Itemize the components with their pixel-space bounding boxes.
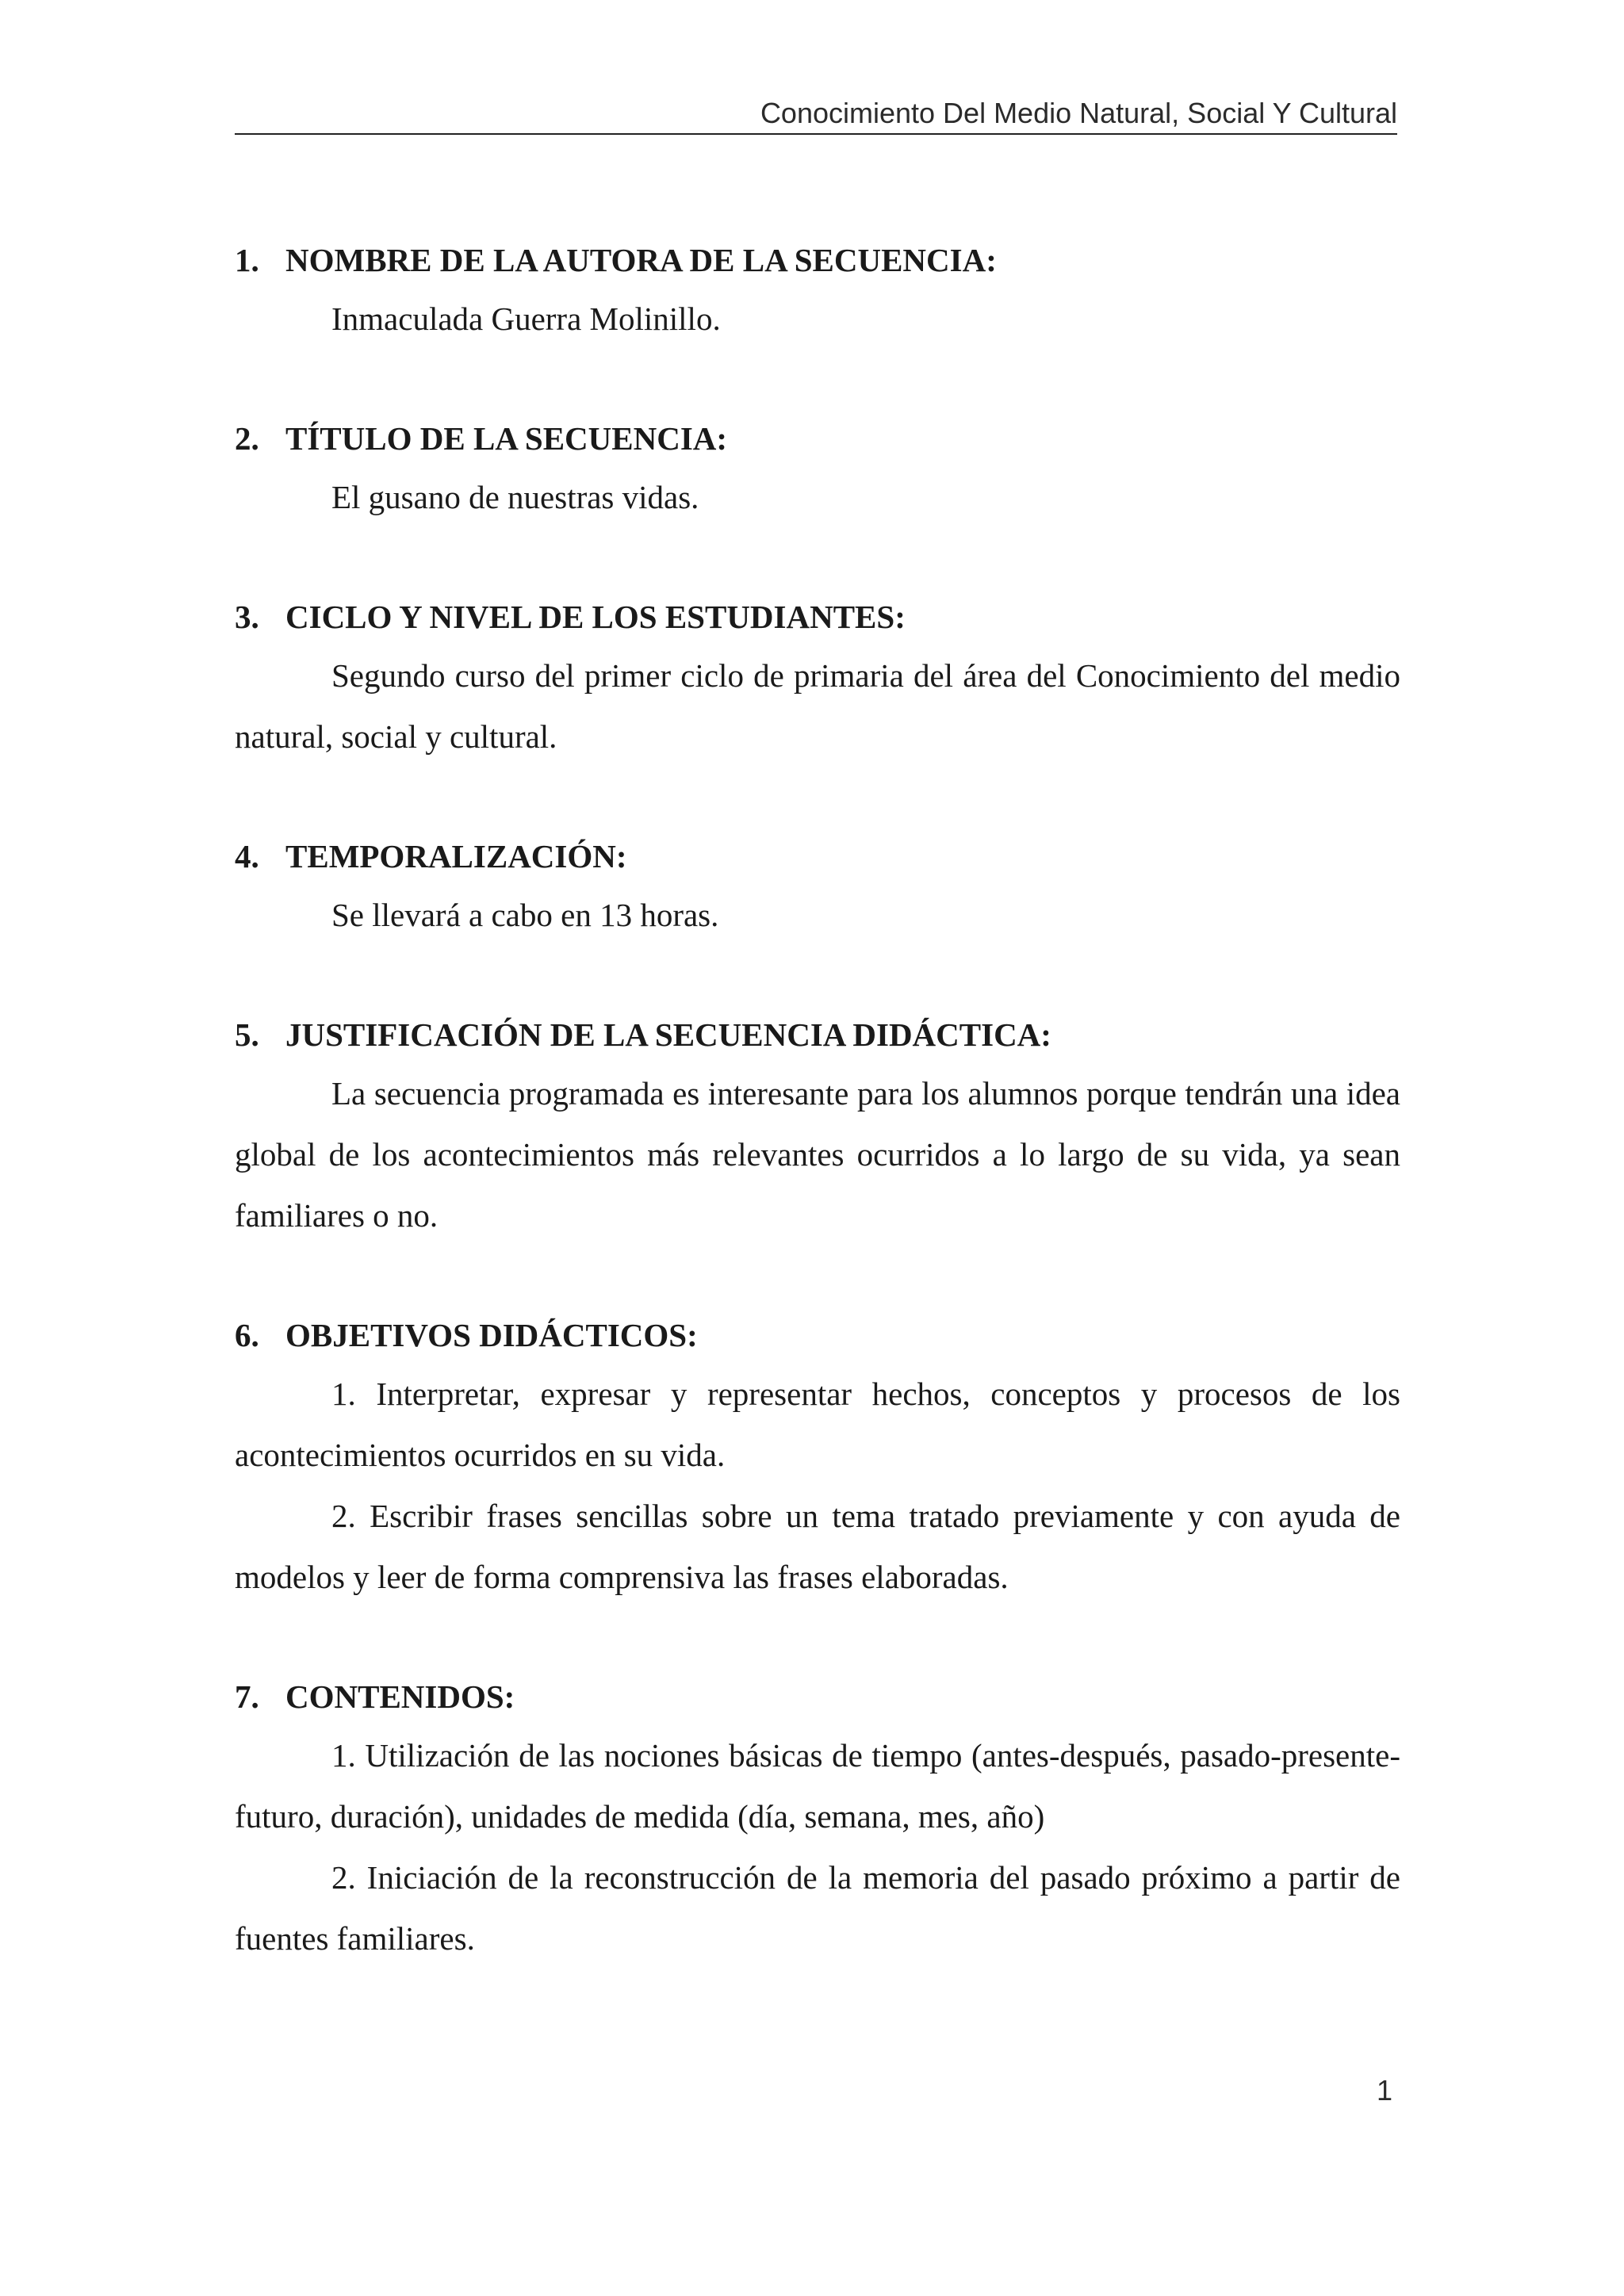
section-heading <box>235 1668 1400 1725</box>
section-paragraph: Segundo curso del primer ciclo de primaria del área del Conocimiento del medio natural, social y cultural. <box>235 657 1400 755</box>
header-title: Conocimiento Del Medio Natural, Social Y Cultural <box>760 97 1397 129</box>
section-heading <box>235 1307 1400 1364</box>
section-heading <box>235 588 1400 645</box>
section-paragraph: 2. Iniciación de la reconstrucción de la memoria del pasado próximo a partir de fuentes familiares. <box>235 1859 1400 1957</box>
section-paragraph: Inmaculada Guerra Molinillo. <box>331 300 721 337</box>
section-title: JUSTIFICACIÓN DE LA SECUENCIA DIDÁCTICA: <box>285 1016 1051 1053</box>
section-justification <box>235 1006 1400 1246</box>
section-paragraph: Se llevará a cabo en 13 horas. <box>331 897 719 933</box>
section-heading <box>235 232 1400 289</box>
section-number: 6. <box>235 1317 259 1353</box>
section-paragraph: El gusano de nuestras vidas. <box>331 479 699 515</box>
section-number: 4. <box>235 838 259 874</box>
section-cycle-level <box>235 588 1400 767</box>
section-title-of-sequence <box>235 410 1400 528</box>
section-number: 7. <box>235 1678 259 1715</box>
section-contents <box>235 1668 1400 1969</box>
section-number: 2. <box>235 420 259 457</box>
section-title: OBJETIVOS DIDÁCTICOS: <box>285 1317 698 1353</box>
page-header <box>235 94 1397 135</box>
section-paragraph: 2. Escribir frases sencillas sobre un tema tratado previamente y con ayuda de modelos y leer de forma comprensiva las frases elaboradas. <box>235 1498 1400 1595</box>
section-paragraph: 1. Interpretar, expresar y representar hechos, conceptos y procesos de los acontecimientos ocurridos en su vida. <box>235 1376 1400 1473</box>
section-number: 5. <box>235 1016 259 1053</box>
page-number: 1 <box>1377 2074 1393 2107</box>
section-paragraph: 1. Utilización de las nociones básicas de tiempo (antes-después, pasado-presente-futuro, duración), unidades de medida (día, semana, mes, año) <box>235 1737 1400 1835</box>
section-heading <box>235 410 1400 467</box>
section-paragraph: La secuencia programada es interesante para los alumnos porque tendrán una idea global de los acontecimientos más relevantes ocurridos a lo largo de su vida, ya sean familiares o no. <box>235 1075 1400 1234</box>
section-title: CONTENIDOS: <box>285 1678 515 1715</box>
section-heading <box>235 828 1400 885</box>
section-heading <box>235 1006 1400 1063</box>
section-title: TEMPORALIZACIÓN: <box>285 838 627 874</box>
section-title: TÍTULO DE LA SECUENCIA: <box>285 420 728 457</box>
document-body <box>235 232 1400 1969</box>
section-timing <box>235 828 1400 946</box>
section-objectives <box>235 1307 1400 1608</box>
section-number: 1. <box>235 242 259 278</box>
section-author <box>235 232 1400 350</box>
section-title: NOMBRE DE LA AUTORA DE LA SECUENCIA: <box>285 242 997 278</box>
section-title: CICLO Y NIVEL DE LOS ESTUDIANTES: <box>285 599 906 635</box>
section-number: 3. <box>235 599 259 635</box>
